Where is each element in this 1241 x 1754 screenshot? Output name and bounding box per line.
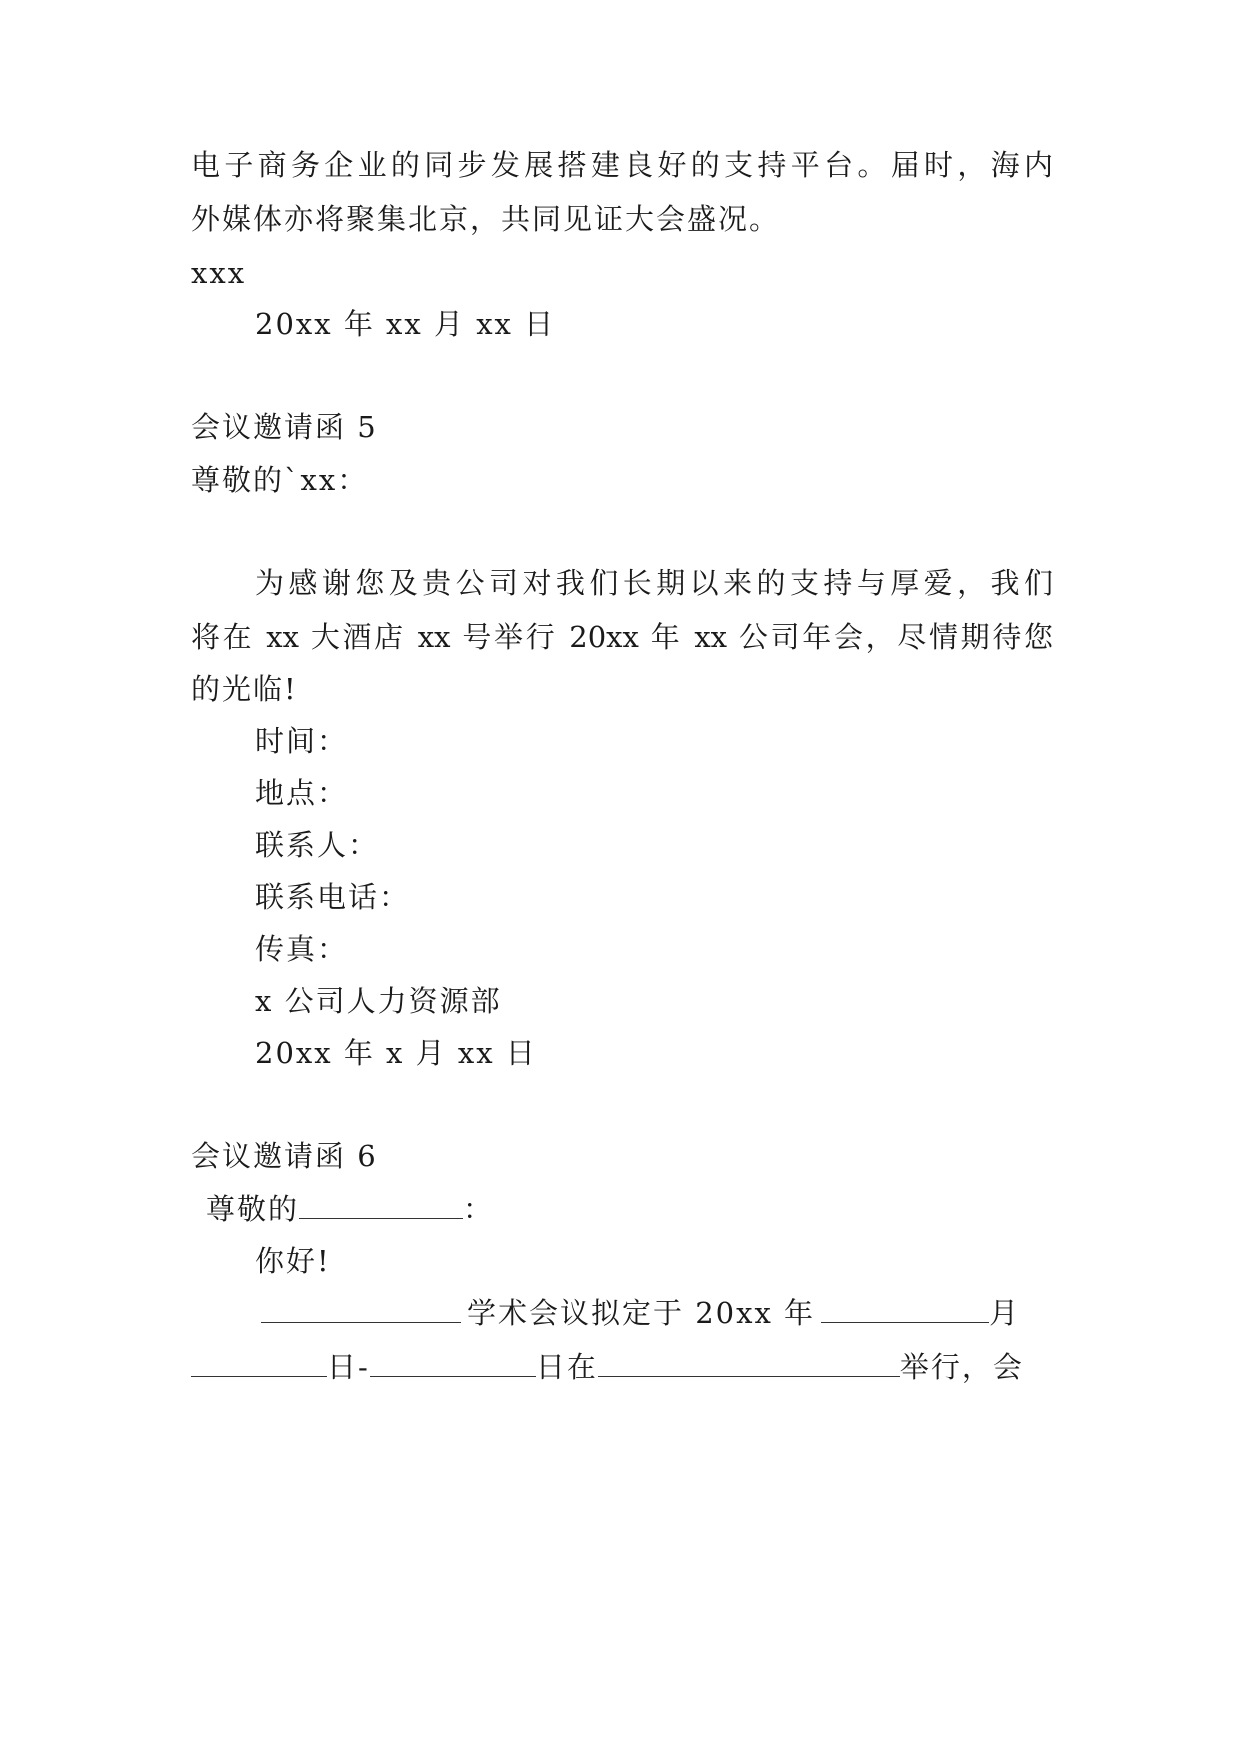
conference-name-blank — [261, 1294, 461, 1323]
paragraph-line: 将在 xx 大酒店 xx 号举行 20xx 年 xx 公司年会，尽情期待您 — [191, 620, 1053, 654]
salutation-prefix: 尊敬的 — [206, 1192, 300, 1226]
paragraph-text: 举行，会 — [899, 1350, 1024, 1384]
place-label: 地点： — [255, 776, 349, 810]
paragraph-text: 日- — [327, 1350, 370, 1384]
month-blank — [821, 1294, 989, 1323]
time-label: 时间： — [255, 724, 349, 758]
paragraph-line: 电子商务企业的同步发展搭建良好的支持平台。届时，海内 — [191, 148, 1053, 182]
paragraph-line: 为感谢您及贵公司对我们长期以来的支持与厚爱，我们 — [255, 566, 1053, 600]
date-line: 20xx 年 x 月 xx 日 — [255, 1036, 537, 1070]
section-title: 会议邀请函 6 — [191, 1139, 378, 1173]
paragraph-line: 外媒体亦将聚集北京，共同见证大会盛况。 — [191, 202, 781, 236]
sender: x 公司人力资源部 — [255, 984, 502, 1018]
greeting: 你好! — [255, 1244, 331, 1278]
salutation — [206, 1189, 494, 1229]
paragraph-text: 学术会议拟定于 20xx 年 — [467, 1296, 816, 1330]
date-line: 20xx 年 xx 月 xx 日 — [255, 307, 556, 341]
name-blank — [299, 1190, 463, 1219]
end-day-blank — [370, 1348, 536, 1377]
signature: xxx — [191, 256, 247, 290]
venue-blank — [598, 1348, 900, 1377]
paragraph-text: 日在 — [535, 1350, 598, 1384]
salutation: 尊敬的`xx： — [191, 463, 369, 497]
paragraph-text: 月 — [989, 1296, 1021, 1330]
paragraph-line — [261, 1293, 1020, 1333]
section-title: 会议邀请函 5 — [191, 410, 378, 444]
paragraph-line — [191, 1347, 1024, 1387]
start-day-blank — [191, 1348, 327, 1377]
fax-label: 传真： — [255, 932, 349, 966]
contact-label: 联系人： — [255, 828, 380, 862]
phone-label: 联系电话： — [255, 880, 411, 914]
salutation-suffix: ： — [463, 1192, 495, 1226]
paragraph-line: 的光临! — [191, 672, 298, 706]
